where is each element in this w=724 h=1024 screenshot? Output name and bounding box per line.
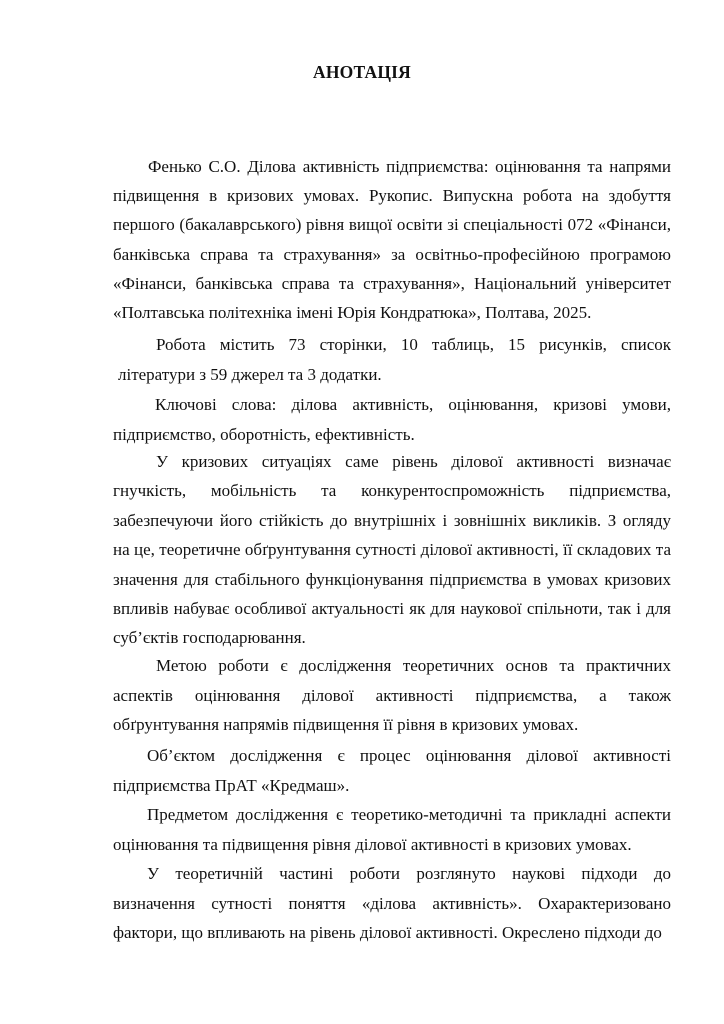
paragraph-line: «Полтавська політехніка імені Юрія Кондратюка», Полтава, 2025. xyxy=(113,303,592,322)
paragraph-line: банківська справа та страхування» за освітньо-професійною програмою xyxy=(113,244,671,264)
paragraph-line: «Фінанси, банківська справа та страхування», Національний університет xyxy=(113,273,671,293)
paragraph-line: Робота містить 73 сторінки, 10 таблиць, 15 рисунків, список xyxy=(156,335,671,354)
paragraph-line: суб’єктів господарювання. xyxy=(113,628,306,648)
paragraph-line: на це, теоретичне обґрунтування сутності ділової активності, її складових та xyxy=(113,540,671,560)
paragraph-bibliographic xyxy=(113,152,671,331)
paragraph-line: гнучкість, мобільність та конкурентоспроможність підприємства, xyxy=(113,481,671,501)
paragraph-line: літератури з 59 джерел та 3 додатки. xyxy=(118,364,382,384)
paragraph-line: підприємства ПрАТ «Кредмаш». xyxy=(113,776,350,795)
page-title: АНОТАЦІЯ xyxy=(313,62,411,82)
paragraph-line: обґрунтування напрямів підвищення її рівня в кризових умовах. xyxy=(113,715,579,734)
paragraph-subject xyxy=(113,800,671,864)
paragraph-line: оцінювання та підвищення рівня ділової активності в кризових умовах. xyxy=(113,835,632,854)
paragraph-line: підприємство, оборотність, ефективність. xyxy=(113,424,415,444)
paragraph-line: визначення сутності поняття «ділова активність». Охарактеризовано xyxy=(113,893,671,913)
paragraph-relevance xyxy=(113,447,671,657)
paragraph-line: першого (бакалаврського) рівня вищої освіти зі спеціальності 072 «Фінанси, xyxy=(113,215,671,235)
paragraph-line: Об’єктом дослідження є процес оцінювання ділової активності xyxy=(147,746,671,765)
paragraph-volume xyxy=(118,330,671,393)
paragraph-line: Предметом дослідження є теоретико-методичні та прикладні аспекти xyxy=(147,805,671,824)
paragraph-line: Метою роботи є дослідження теоретичних основ та практичних xyxy=(156,656,671,675)
paragraph-keywords xyxy=(113,390,671,453)
paragraph-line: аспектів оцінювання ділової активності підприємства, а також xyxy=(113,685,671,705)
paragraph-line: фактори, що впливають на рівень ділової активності. Окреслено підходи до xyxy=(113,923,662,942)
paragraph-object xyxy=(113,741,671,805)
paragraph-line: У кризових ситуаціях саме рівень ділової активності визначає xyxy=(156,452,671,471)
paragraph-goal xyxy=(113,651,671,744)
paragraph-line: впливів набуває особливої актуальності як для наукової спільноти, так і для xyxy=(113,599,671,618)
paragraph-theory xyxy=(113,859,671,952)
paragraph-line: значення для стабільного функціонування підприємства в умовах кризових xyxy=(113,569,671,589)
paragraph-line: підвищення в кризових умовах. Рукопис. Випускна робота на здобуття xyxy=(113,186,671,206)
paragraph-line: Ключові слова: ділова активність, оцінювання, кризові умови, xyxy=(155,395,671,414)
paragraph-line: Фенько С.О. Ділова активність підприємства: оцінювання та напрями xyxy=(148,157,671,176)
paragraph-line: У теоретичній частині роботи розглянуто наукові підходи до xyxy=(147,864,671,883)
paragraph-line: забезпечуючи його стійкість до внутрішніх і зовнішніх викликів. З огляду xyxy=(113,510,671,530)
